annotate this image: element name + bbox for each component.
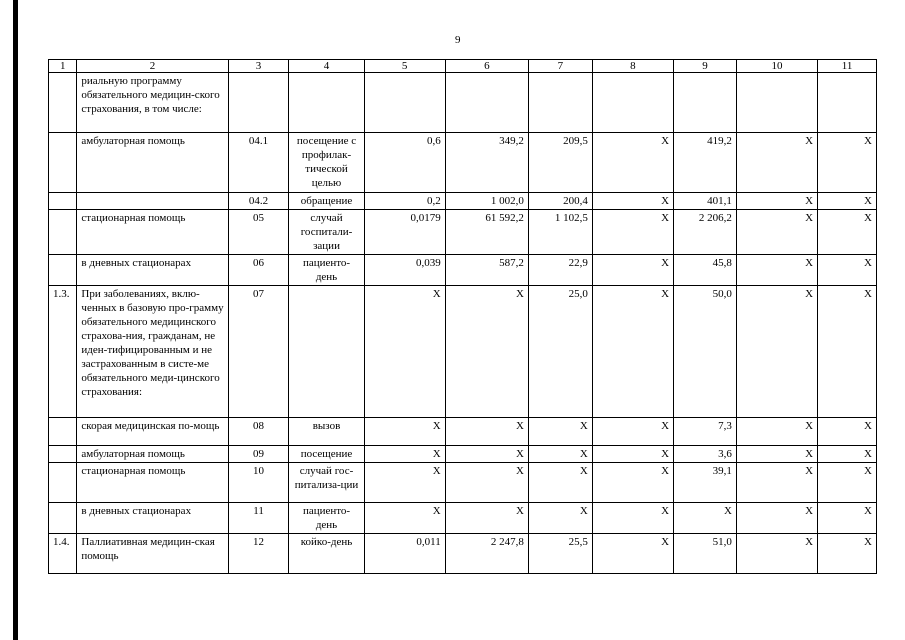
value-cell: X [674,503,737,534]
data-table [48,59,877,574]
value-cell: X [736,286,817,418]
unit-cell: случай гос-питализа-ции [289,463,364,503]
value-cell: X [592,210,673,255]
row-number-cell [49,133,77,193]
name-cell: При заболеваниях, вклю-ченных в базовую про-грамму обязательного медицинского страхова-ния, гражданам, не иден-тифицированным и не застрахованным в систе-ме обязательного меди-цинского страхования: [77,286,228,418]
value-cell: 39,1 [674,463,737,503]
value-cell: 61 592,2 [445,210,528,255]
table-row [49,210,877,255]
name-cell: в дневных стационарах [77,255,228,286]
row-number-cell [49,193,77,210]
row-number-cell: 1.3. [49,286,77,418]
value-cell: 25,0 [528,286,592,418]
value-cell: 209,5 [528,133,592,193]
unit-cell: посещение [289,446,364,463]
value-cell: 50,0 [674,286,737,418]
code-cell: 08 [228,418,289,446]
row-number-cell [49,255,77,286]
table-row [49,418,877,446]
unit-cell: случай госпитали-зации [289,210,364,255]
header-cell: 11 [818,60,877,73]
code-cell: 04.2 [228,193,289,210]
value-cell: X [818,503,877,534]
page-left-border [13,0,18,640]
header-cell: 8 [592,60,673,73]
value-cell: 1 102,5 [528,210,592,255]
unit-cell: посещение с профилак-тической целью [289,133,364,193]
value-cell: X [364,503,445,534]
name-cell: стационарная помощь [77,463,228,503]
value-cell: X [592,193,673,210]
code-cell: 05 [228,210,289,255]
table-header-row [49,60,877,73]
unit-cell: койко-день [289,534,364,574]
row-number-cell: 1.4. [49,534,77,574]
value-cell: 0,0179 [364,210,445,255]
row-number-cell [49,418,77,446]
header-cell: 9 [674,60,737,73]
value-cell: 2 247,8 [445,534,528,574]
unit-cell: вызов [289,418,364,446]
table-row [49,133,877,193]
name-cell: амбулаторная помощь [77,133,228,193]
value-cell: 587,2 [445,255,528,286]
value-cell: 2 206,2 [674,210,737,255]
value-cell: X [736,503,817,534]
header-cell: 3 [228,60,289,73]
value-cell: X [445,463,528,503]
value-cell: X [592,286,673,418]
code-cell [228,73,289,133]
value-cell: X [445,503,528,534]
name-cell: амбулаторная помощь [77,446,228,463]
value-cell: X [818,446,877,463]
value-cell: 51,0 [674,534,737,574]
value-cell: X [364,446,445,463]
table-row [49,193,877,210]
unit-cell: обращение [289,193,364,210]
value-cell: 401,1 [674,193,737,210]
value-cell: X [528,463,592,503]
table-row [49,286,877,418]
header-cell: 7 [528,60,592,73]
unit-cell [289,73,364,133]
row-number-cell [49,503,77,534]
value-cell [445,73,528,133]
header-cell: 2 [77,60,228,73]
name-cell: стационарная помощь [77,210,228,255]
table-row [49,463,877,503]
row-number-cell [49,73,77,133]
value-cell: X [736,133,817,193]
value-cell: X [592,255,673,286]
page-number: 9 [455,34,461,46]
value-cell [674,73,737,133]
value-cell: X [364,463,445,503]
table-row [49,73,877,133]
value-cell [364,73,445,133]
table-row [49,255,877,286]
value-cell: X [592,133,673,193]
value-cell [736,73,817,133]
row-number-cell [49,463,77,503]
value-cell: X [736,418,817,446]
name-cell: скорая медицинская по-мощь [77,418,228,446]
table-row [49,534,877,574]
code-cell: 12 [228,534,289,574]
value-cell [592,73,673,133]
value-cell: X [592,446,673,463]
value-cell: 3,6 [674,446,737,463]
value-cell: 1 002,0 [445,193,528,210]
code-cell: 11 [228,503,289,534]
value-cell: X [736,193,817,210]
value-cell: X [445,446,528,463]
value-cell: X [445,286,528,418]
value-cell: X [818,534,877,574]
value-cell: X [818,418,877,446]
value-cell: X [736,446,817,463]
row-number-cell [49,210,77,255]
value-cell: X [364,286,445,418]
row-number-cell [49,446,77,463]
value-cell: X [592,418,673,446]
value-cell: 349,2 [445,133,528,193]
value-cell: X [736,463,817,503]
table-row [49,503,877,534]
value-cell: X [528,503,592,534]
header-cell: 6 [445,60,528,73]
value-cell: 0,011 [364,534,445,574]
unit-cell [289,286,364,418]
value-cell: 0,2 [364,193,445,210]
value-cell: 419,2 [674,133,737,193]
value-cell: X [445,418,528,446]
code-cell: 10 [228,463,289,503]
value-cell: X [818,193,877,210]
table-row [49,446,877,463]
value-cell: X [818,255,877,286]
value-cell: 22,9 [528,255,592,286]
value-cell: X [592,503,673,534]
value-cell: X [818,463,877,503]
value-cell [818,73,877,133]
value-cell: X [528,418,592,446]
value-cell: X [818,286,877,418]
value-cell: X [818,133,877,193]
header-cell: 5 [364,60,445,73]
code-cell: 06 [228,255,289,286]
value-cell: X [592,534,673,574]
value-cell: 7,3 [674,418,737,446]
header-cell: 10 [736,60,817,73]
value-cell: X [364,418,445,446]
value-cell: X [736,534,817,574]
value-cell: 45,8 [674,255,737,286]
value-cell: X [736,255,817,286]
value-cell [528,73,592,133]
value-cell: X [592,463,673,503]
name-cell: риальную программу обязательного медицин-ского страхования, в том числе: [77,73,228,133]
code-cell: 09 [228,446,289,463]
value-cell: X [736,210,817,255]
header-cell: 1 [49,60,77,73]
value-cell: 0,039 [364,255,445,286]
unit-cell: пациенто-день [289,503,364,534]
name-cell: в дневных стационарах [77,503,228,534]
value-cell: 200,4 [528,193,592,210]
unit-cell: пациенто-день [289,255,364,286]
value-cell: 0,6 [364,133,445,193]
value-cell: X [528,446,592,463]
name-cell: Паллиативная медицин-ская помощь [77,534,228,574]
code-cell: 04.1 [228,133,289,193]
value-cell: X [818,210,877,255]
header-cell: 4 [289,60,364,73]
code-cell: 07 [228,286,289,418]
value-cell: 25,5 [528,534,592,574]
name-cell [77,193,228,210]
